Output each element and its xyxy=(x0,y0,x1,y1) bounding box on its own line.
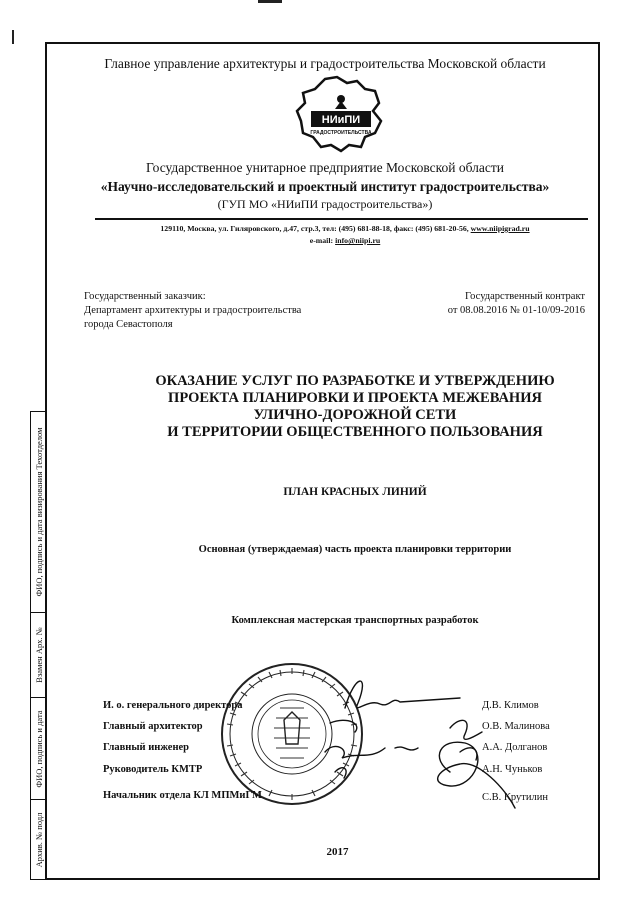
approval-stamp-column xyxy=(30,411,45,880)
title-line-3: УЛИЧНО-ДОРОЖНОЙ СЕТИ xyxy=(253,407,457,423)
document-year: 2017 xyxy=(326,846,349,858)
logo-text: НИиПИ xyxy=(321,114,361,126)
customer-city: города Севастополя xyxy=(84,319,173,330)
position-3: Главный инженер xyxy=(103,742,190,753)
customer-block xyxy=(84,290,301,332)
email-line xyxy=(100,236,590,245)
document-title xyxy=(100,373,610,441)
address-line xyxy=(100,224,590,233)
stamp-cell-sign xyxy=(31,698,46,800)
stamp-archive-text: Архив. № подл xyxy=(33,812,44,867)
org-line-1: Государственное унитарное предприятие Московской области xyxy=(145,160,504,175)
logo-subtext: ГРАДОСТРОИТЕЛЬСТВА xyxy=(310,130,372,136)
title-line-4: И ТЕРРИТОРИИ ОБЩЕСТВЕННОГО ПОЛЬЗОВАНИЯ xyxy=(167,424,543,440)
scan-mark-left xyxy=(12,30,14,44)
stamp-cell-swap xyxy=(31,613,46,698)
authority-heading: Главное управление архитектуры и градостроительства Московской области xyxy=(104,56,546,71)
name-2: О.В. Малинова xyxy=(482,721,550,732)
email-label: e-mail: xyxy=(309,236,334,245)
stamp-sign-text: ФИО, подпись и дата xyxy=(33,709,44,788)
website-link[interactable]: www.niipigrad.ru xyxy=(470,224,530,233)
contract-block xyxy=(380,290,585,318)
institute-logo xyxy=(295,75,385,153)
name-1: Д.В. Климов xyxy=(482,700,539,711)
org-line-3: (ГУП МО «НИиПИ градостроительства») xyxy=(217,197,433,211)
stamp-cell-visa xyxy=(31,412,46,613)
plan-title: ПЛАН КРАСНЫХ ЛИНИЙ xyxy=(283,486,427,498)
scan-mark-top xyxy=(258,0,282,3)
stamp-swap-text: Взамен Арх. № xyxy=(33,627,44,683)
workshop-name: Комплексная мастерская транспортных разработок xyxy=(231,615,479,626)
customer-label: Государственный заказчик: xyxy=(84,291,206,302)
position-4: Руководитель КМТР xyxy=(103,764,203,775)
customer-name: Департамент архитектуры и градостроительства xyxy=(84,305,302,316)
part-title: Основная (утверждаемая) часть проекта планировки территории xyxy=(198,544,512,555)
position-5: Начальник отдела КЛ МПМиГМ xyxy=(103,790,262,801)
name-4: А.Н. Чуньков xyxy=(482,764,543,775)
header-divider xyxy=(95,218,588,220)
org-line-2: «Научно-исследовательский и проектный институт градостроительства» xyxy=(100,179,550,194)
email-link[interactable]: info@niipi.ru xyxy=(335,236,381,245)
title-line-1: ОКАЗАНИЕ УСЛУГ ПО РАЗРАБОТКЕ И УТВЕРЖДЕНИЮ xyxy=(155,373,555,389)
name-5: С.В. Крутилин xyxy=(482,792,548,803)
title-line-2: ПРОЕКТА ПЛАНИРОВКИ И ПРОЕКТА МЕЖЕВАНИЯ xyxy=(168,390,542,406)
position-2: Главный архитектор xyxy=(103,721,203,732)
stamp-cell-archive xyxy=(31,800,46,879)
position-1: И. о. генерального директора xyxy=(103,700,243,711)
address-text: 129110, Москва, ул. Гиляровского, д.47, стр.3, тел: (495) 681-88-18, факс: (495) 681-20-56, xyxy=(160,224,469,233)
stamp-visa-text: ФИО, подпись и дата визирования Техотделом xyxy=(33,427,44,597)
name-3: А.А. Долганов xyxy=(482,742,548,753)
contract-label: Государственный контракт xyxy=(465,291,585,302)
contract-number: от 08.08.2016 № 01-10/09-2016 xyxy=(447,305,585,316)
